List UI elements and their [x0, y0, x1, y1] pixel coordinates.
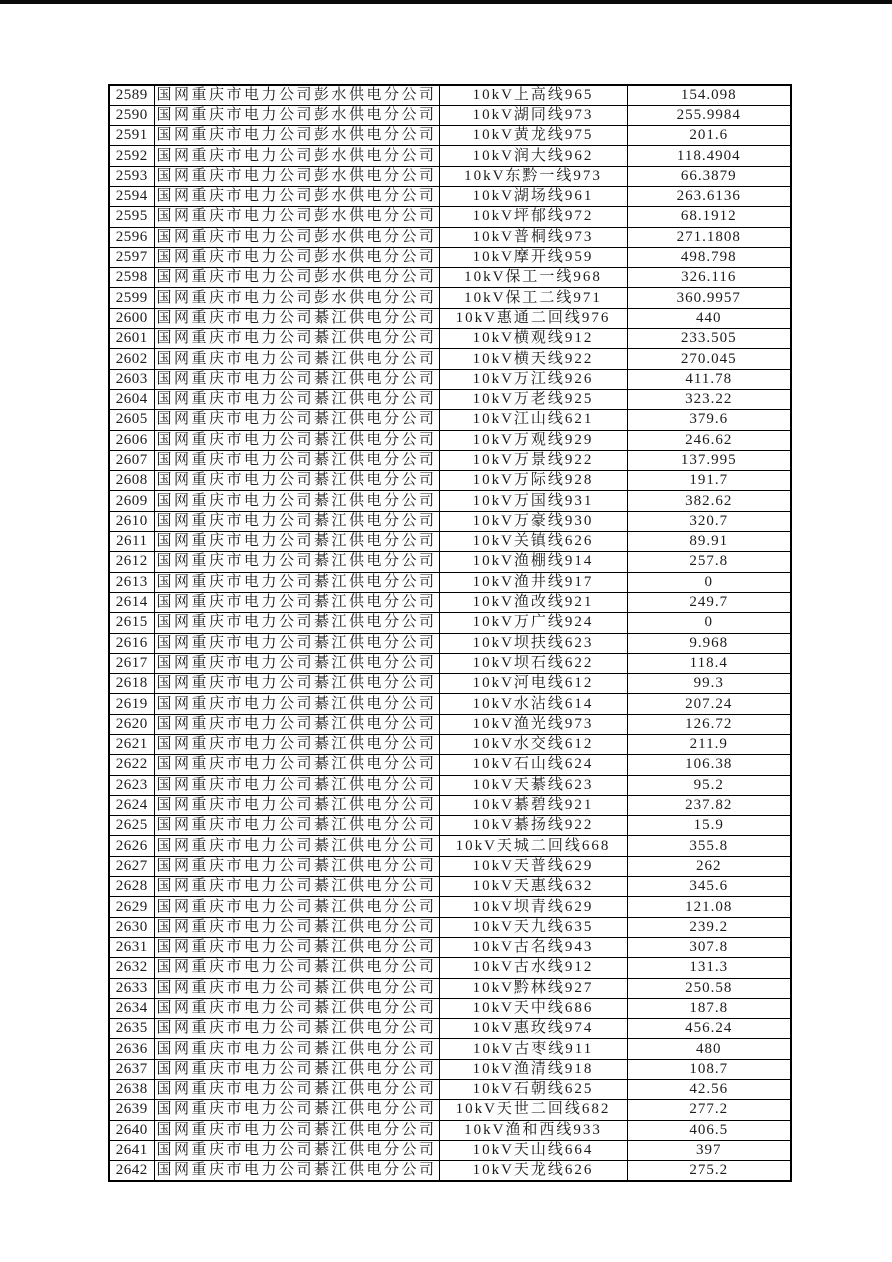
company-cell: 国网重庆市电力公司綦江供电分公司	[154, 937, 439, 957]
value-cell: 406.5	[627, 1120, 791, 1140]
value-cell: 99.3	[627, 674, 791, 694]
line-name-cell: 10kV润大线962	[439, 146, 627, 166]
table-row	[109, 1080, 791, 1100]
row-number-cell: 2598	[109, 268, 154, 288]
table-row	[109, 1019, 791, 1039]
value-cell: 360.9957	[627, 288, 791, 308]
row-number-cell: 2613	[109, 572, 154, 592]
row-number-cell: 2629	[109, 897, 154, 917]
line-name-cell: 10kV万老线925	[439, 389, 627, 409]
row-number-cell: 2611	[109, 532, 154, 552]
row-number-cell: 2637	[109, 1059, 154, 1079]
company-cell: 国网重庆市电力公司綦江供电分公司	[154, 978, 439, 998]
company-cell: 国网重庆市电力公司綦江供电分公司	[154, 735, 439, 755]
line-name-cell: 10kV万豪线930	[439, 511, 627, 531]
line-name-cell: 10kV河电线612	[439, 674, 627, 694]
power-line-table	[108, 84, 792, 1182]
company-cell: 国网重庆市电力公司彭水供电分公司	[154, 227, 439, 247]
value-cell: 239.2	[627, 917, 791, 937]
value-cell: 0	[627, 572, 791, 592]
table-row	[109, 389, 791, 409]
line-name-cell: 10kV坪郁线972	[439, 207, 627, 227]
line-name-cell: 10kV天綦线623	[439, 775, 627, 795]
company-cell: 国网重庆市电力公司綦江供电分公司	[154, 653, 439, 673]
table-row	[109, 877, 791, 897]
line-name-cell: 10kV万江线926	[439, 369, 627, 389]
value-cell: 154.098	[627, 85, 791, 105]
table-row	[109, 775, 791, 795]
row-number-cell: 2636	[109, 1039, 154, 1059]
row-number-cell: 2638	[109, 1080, 154, 1100]
line-name-cell: 10kV天山线664	[439, 1140, 627, 1160]
line-name-cell: 10kV渔改线921	[439, 592, 627, 612]
row-number-cell: 2625	[109, 816, 154, 836]
table-row	[109, 1120, 791, 1140]
company-cell: 国网重庆市电力公司綦江供电分公司	[154, 572, 439, 592]
value-cell: 137.995	[627, 450, 791, 470]
value-cell: 0	[627, 613, 791, 633]
line-name-cell: 10kV綦扬线922	[439, 816, 627, 836]
company-cell: 国网重庆市电力公司彭水供电分公司	[154, 105, 439, 125]
row-number-cell: 2614	[109, 592, 154, 612]
row-number-cell: 2591	[109, 126, 154, 146]
row-number-cell: 2595	[109, 207, 154, 227]
value-cell: 355.8	[627, 836, 791, 856]
line-name-cell: 10kV天城二回线668	[439, 836, 627, 856]
company-cell: 国网重庆市电力公司彭水供电分公司	[154, 268, 439, 288]
line-name-cell: 10kV渔清线918	[439, 1059, 627, 1079]
company-cell: 国网重庆市电力公司綦江供电分公司	[154, 1120, 439, 1140]
company-cell: 国网重庆市电力公司綦江供电分公司	[154, 1059, 439, 1079]
line-name-cell: 10kV摩开线959	[439, 247, 627, 267]
row-number-cell: 2626	[109, 836, 154, 856]
line-name-cell: 10kV坝石线622	[439, 653, 627, 673]
table-row	[109, 511, 791, 531]
row-number-cell: 2600	[109, 308, 154, 328]
row-number-cell: 2592	[109, 146, 154, 166]
line-name-cell: 10kV天普线629	[439, 856, 627, 876]
value-cell: 89.91	[627, 532, 791, 552]
row-number-cell: 2606	[109, 430, 154, 450]
value-cell: 277.2	[627, 1100, 791, 1120]
company-cell: 国网重庆市电力公司彭水供电分公司	[154, 288, 439, 308]
row-number-cell: 2642	[109, 1161, 154, 1181]
company-cell: 国网重庆市电力公司彭水供电分公司	[154, 247, 439, 267]
company-cell: 国网重庆市电力公司彭水供电分公司	[154, 207, 439, 227]
row-number-cell: 2597	[109, 247, 154, 267]
row-number-cell: 2634	[109, 998, 154, 1018]
table-row	[109, 186, 791, 206]
company-cell: 国网重庆市电力公司綦江供电分公司	[154, 1080, 439, 1100]
line-name-cell: 10kV东黔一线973	[439, 166, 627, 186]
line-name-cell: 10kV坝青线629	[439, 897, 627, 917]
value-cell: 255.9984	[627, 105, 791, 125]
company-cell: 国网重庆市电力公司綦江供电分公司	[154, 836, 439, 856]
value-cell: 15.9	[627, 816, 791, 836]
line-name-cell: 10kV保工一线968	[439, 268, 627, 288]
table-row	[109, 329, 791, 349]
table-row	[109, 856, 791, 876]
line-name-cell: 10kV水交线612	[439, 735, 627, 755]
line-name-cell: 10kV横观线912	[439, 329, 627, 349]
line-name-cell: 10kV黄龙线975	[439, 126, 627, 146]
value-cell: 379.6	[627, 410, 791, 430]
company-cell: 国网重庆市电力公司綦江供电分公司	[154, 1100, 439, 1120]
row-number-cell: 2596	[109, 227, 154, 247]
table-row	[109, 897, 791, 917]
company-cell: 国网重庆市电力公司彭水供电分公司	[154, 186, 439, 206]
row-number-cell: 2617	[109, 653, 154, 673]
row-number-cell: 2616	[109, 633, 154, 653]
row-number-cell: 2593	[109, 166, 154, 186]
row-number-cell: 2604	[109, 389, 154, 409]
value-cell: 263.6136	[627, 186, 791, 206]
line-name-cell: 10kV万际线928	[439, 471, 627, 491]
company-cell: 国网重庆市电力公司綦江供电分公司	[154, 1140, 439, 1160]
value-cell: 456.24	[627, 1019, 791, 1039]
table-row	[109, 430, 791, 450]
row-number-cell: 2622	[109, 755, 154, 775]
table-row	[109, 998, 791, 1018]
row-number-cell: 2599	[109, 288, 154, 308]
row-number-cell: 2620	[109, 714, 154, 734]
value-cell: 498.798	[627, 247, 791, 267]
table-row	[109, 146, 791, 166]
value-cell: 68.1912	[627, 207, 791, 227]
table-row	[109, 633, 791, 653]
company-cell: 国网重庆市电力公司彭水供电分公司	[154, 85, 439, 105]
company-cell: 国网重庆市电力公司綦江供电分公司	[154, 430, 439, 450]
company-cell: 国网重庆市电力公司綦江供电分公司	[154, 775, 439, 795]
value-cell: 95.2	[627, 775, 791, 795]
row-number-cell: 2633	[109, 978, 154, 998]
company-cell: 国网重庆市电力公司綦江供电分公司	[154, 410, 439, 430]
company-cell: 国网重庆市电力公司綦江供电分公司	[154, 450, 439, 470]
table-row	[109, 247, 791, 267]
table-row	[109, 268, 791, 288]
company-cell: 国网重庆市电力公司綦江供电分公司	[154, 755, 439, 775]
table-row	[109, 105, 791, 125]
row-number-cell: 2589	[109, 85, 154, 105]
table-row	[109, 369, 791, 389]
value-cell: 250.58	[627, 978, 791, 998]
page-top-edge-bar	[0, 0, 892, 4]
line-name-cell: 10kV天龙线626	[439, 1161, 627, 1181]
company-cell: 国网重庆市电力公司綦江供电分公司	[154, 816, 439, 836]
company-cell: 国网重庆市电力公司彭水供电分公司	[154, 166, 439, 186]
line-name-cell: 10kV渔和西线933	[439, 1120, 627, 1140]
company-cell: 国网重庆市电力公司綦江供电分公司	[154, 592, 439, 612]
row-number-cell: 2603	[109, 369, 154, 389]
table-row	[109, 836, 791, 856]
line-name-cell: 10kV惠通二回线976	[439, 308, 627, 328]
row-number-cell: 2607	[109, 450, 154, 470]
value-cell: 323.22	[627, 389, 791, 409]
value-cell: 275.2	[627, 1161, 791, 1181]
line-name-cell: 10kV江山线621	[439, 410, 627, 430]
table-row	[109, 532, 791, 552]
row-number-cell: 2641	[109, 1140, 154, 1160]
table-row	[109, 85, 791, 105]
table-row	[109, 126, 791, 146]
value-cell: 382.62	[627, 491, 791, 511]
line-name-cell: 10kV水沾线614	[439, 694, 627, 714]
table-row	[109, 288, 791, 308]
value-cell: 307.8	[627, 937, 791, 957]
value-cell: 271.1808	[627, 227, 791, 247]
table-row	[109, 471, 791, 491]
table-row	[109, 755, 791, 775]
company-cell: 国网重庆市电力公司綦江供电分公司	[154, 897, 439, 917]
company-cell: 国网重庆市电力公司綦江供电分公司	[154, 491, 439, 511]
row-number-cell: 2635	[109, 1019, 154, 1039]
table-row	[109, 207, 791, 227]
line-name-cell: 10kV古名线943	[439, 937, 627, 957]
table-row	[109, 613, 791, 633]
line-name-cell: 10kV石山线624	[439, 755, 627, 775]
value-cell: 126.72	[627, 714, 791, 734]
row-number-cell: 2615	[109, 613, 154, 633]
table-row	[109, 491, 791, 511]
table-row	[109, 735, 791, 755]
value-cell: 42.56	[627, 1080, 791, 1100]
company-cell: 国网重庆市电力公司綦江供电分公司	[154, 1019, 439, 1039]
value-cell: 411.78	[627, 369, 791, 389]
company-cell: 国网重庆市电力公司綦江供电分公司	[154, 389, 439, 409]
line-name-cell: 10kV古水线912	[439, 958, 627, 978]
value-cell: 480	[627, 1039, 791, 1059]
line-name-cell: 10kV横天线922	[439, 349, 627, 369]
line-name-cell: 10kV天中线686	[439, 998, 627, 1018]
table-row	[109, 1140, 791, 1160]
table-row	[109, 572, 791, 592]
row-number-cell: 2632	[109, 958, 154, 978]
line-name-cell: 10kV湖同线973	[439, 105, 627, 125]
value-cell: 246.62	[627, 430, 791, 450]
table-row	[109, 978, 791, 998]
row-number-cell: 2640	[109, 1120, 154, 1140]
table-row	[109, 674, 791, 694]
company-cell: 国网重庆市电力公司綦江供电分公司	[154, 532, 439, 552]
company-cell: 国网重庆市电力公司綦江供电分公司	[154, 511, 439, 531]
line-name-cell: 10kV普桐线973	[439, 227, 627, 247]
company-cell: 国网重庆市电力公司綦江供电分公司	[154, 958, 439, 978]
company-cell: 国网重庆市电力公司綦江供电分公司	[154, 1039, 439, 1059]
line-name-cell: 10kV万观线929	[439, 430, 627, 450]
table-body	[109, 85, 791, 1181]
table-row	[109, 1100, 791, 1120]
value-cell: 397	[627, 1140, 791, 1160]
line-name-cell: 10kV黔林线927	[439, 978, 627, 998]
row-number-cell: 2628	[109, 877, 154, 897]
value-cell: 131.3	[627, 958, 791, 978]
company-cell: 国网重庆市电力公司綦江供电分公司	[154, 552, 439, 572]
row-number-cell: 2605	[109, 410, 154, 430]
table-row	[109, 958, 791, 978]
value-cell: 257.8	[627, 552, 791, 572]
table-row	[109, 592, 791, 612]
company-cell: 国网重庆市电力公司綦江供电分公司	[154, 329, 439, 349]
row-number-cell: 2602	[109, 349, 154, 369]
row-number-cell: 2621	[109, 735, 154, 755]
value-cell: 207.24	[627, 694, 791, 714]
value-cell: 66.3879	[627, 166, 791, 186]
value-cell: 440	[627, 308, 791, 328]
line-name-cell: 10kV万广线924	[439, 613, 627, 633]
line-name-cell: 10kV綦碧线921	[439, 795, 627, 815]
value-cell: 270.045	[627, 349, 791, 369]
company-cell: 国网重庆市电力公司綦江供电分公司	[154, 633, 439, 653]
row-number-cell: 2618	[109, 674, 154, 694]
value-cell: 345.6	[627, 877, 791, 897]
line-name-cell: 10kV天惠线632	[439, 877, 627, 897]
row-number-cell: 2639	[109, 1100, 154, 1120]
line-name-cell: 10kV坝扶线623	[439, 633, 627, 653]
company-cell: 国网重庆市电力公司綦江供电分公司	[154, 308, 439, 328]
value-cell: 191.7	[627, 471, 791, 491]
table-row	[109, 937, 791, 957]
value-cell: 118.4904	[627, 146, 791, 166]
table-row	[109, 1161, 791, 1181]
line-name-cell: 10kV渔光线973	[439, 714, 627, 734]
line-name-cell: 10kV万国线931	[439, 491, 627, 511]
table-row	[109, 450, 791, 470]
line-name-cell: 10kV渔井线917	[439, 572, 627, 592]
row-number-cell: 2608	[109, 471, 154, 491]
value-cell: 211.9	[627, 735, 791, 755]
table-row	[109, 308, 791, 328]
line-name-cell: 10kV关镇线626	[439, 532, 627, 552]
company-cell: 国网重庆市电力公司彭水供电分公司	[154, 126, 439, 146]
company-cell: 国网重庆市电力公司綦江供电分公司	[154, 613, 439, 633]
company-cell: 国网重庆市电力公司綦江供电分公司	[154, 1161, 439, 1181]
value-cell: 326.116	[627, 268, 791, 288]
row-number-cell: 2601	[109, 329, 154, 349]
row-number-cell: 2624	[109, 795, 154, 815]
row-number-cell: 2610	[109, 511, 154, 531]
line-name-cell: 10kV渔棚线914	[439, 552, 627, 572]
table-row	[109, 653, 791, 673]
table-row	[109, 1059, 791, 1079]
value-cell: 106.38	[627, 755, 791, 775]
value-cell: 233.505	[627, 329, 791, 349]
row-number-cell: 2594	[109, 186, 154, 206]
company-cell: 国网重庆市电力公司綦江供电分公司	[154, 795, 439, 815]
line-name-cell: 10kV上高线965	[439, 85, 627, 105]
company-cell: 国网重庆市电力公司綦江供电分公司	[154, 917, 439, 937]
company-cell: 国网重庆市电力公司綦江供电分公司	[154, 877, 439, 897]
table-row	[109, 552, 791, 572]
row-number-cell: 2609	[109, 491, 154, 511]
company-cell: 国网重庆市电力公司綦江供电分公司	[154, 349, 439, 369]
value-cell: 108.7	[627, 1059, 791, 1079]
table-row	[109, 166, 791, 186]
line-name-cell: 10kV惠玫线974	[439, 1019, 627, 1039]
company-cell: 国网重庆市电力公司綦江供电分公司	[154, 674, 439, 694]
value-cell: 118.4	[627, 653, 791, 673]
company-cell: 国网重庆市电力公司綦江供电分公司	[154, 694, 439, 714]
value-cell: 262	[627, 856, 791, 876]
table-row	[109, 816, 791, 836]
row-number-cell: 2627	[109, 856, 154, 876]
table-row	[109, 694, 791, 714]
company-cell: 国网重庆市电力公司綦江供电分公司	[154, 856, 439, 876]
row-number-cell: 2612	[109, 552, 154, 572]
value-cell: 249.7	[627, 592, 791, 612]
table-row	[109, 714, 791, 734]
value-cell: 320.7	[627, 511, 791, 531]
value-cell: 121.08	[627, 897, 791, 917]
company-cell: 国网重庆市电力公司綦江供电分公司	[154, 369, 439, 389]
company-cell: 国网重庆市电力公司綦江供电分公司	[154, 998, 439, 1018]
row-number-cell: 2619	[109, 694, 154, 714]
value-cell: 237.82	[627, 795, 791, 815]
table-row	[109, 917, 791, 937]
company-cell: 国网重庆市电力公司綦江供电分公司	[154, 471, 439, 491]
table-row	[109, 795, 791, 815]
row-number-cell: 2630	[109, 917, 154, 937]
table-row	[109, 410, 791, 430]
line-name-cell: 10kV万景线922	[439, 450, 627, 470]
company-cell: 国网重庆市电力公司綦江供电分公司	[154, 714, 439, 734]
line-name-cell: 10kV湖场线961	[439, 186, 627, 206]
table-row	[109, 227, 791, 247]
line-name-cell: 10kV天世二回线682	[439, 1100, 627, 1120]
line-name-cell: 10kV石朝线625	[439, 1080, 627, 1100]
table-row	[109, 349, 791, 369]
line-name-cell: 10kV保工二线971	[439, 288, 627, 308]
company-cell: 国网重庆市电力公司彭水供电分公司	[154, 146, 439, 166]
line-name-cell: 10kV古枣线911	[439, 1039, 627, 1059]
value-cell: 187.8	[627, 998, 791, 1018]
row-number-cell: 2631	[109, 937, 154, 957]
value-cell: 9.968	[627, 633, 791, 653]
table-row	[109, 1039, 791, 1059]
row-number-cell: 2590	[109, 105, 154, 125]
row-number-cell: 2623	[109, 775, 154, 795]
value-cell: 201.6	[627, 126, 791, 146]
line-name-cell: 10kV天九线635	[439, 917, 627, 937]
